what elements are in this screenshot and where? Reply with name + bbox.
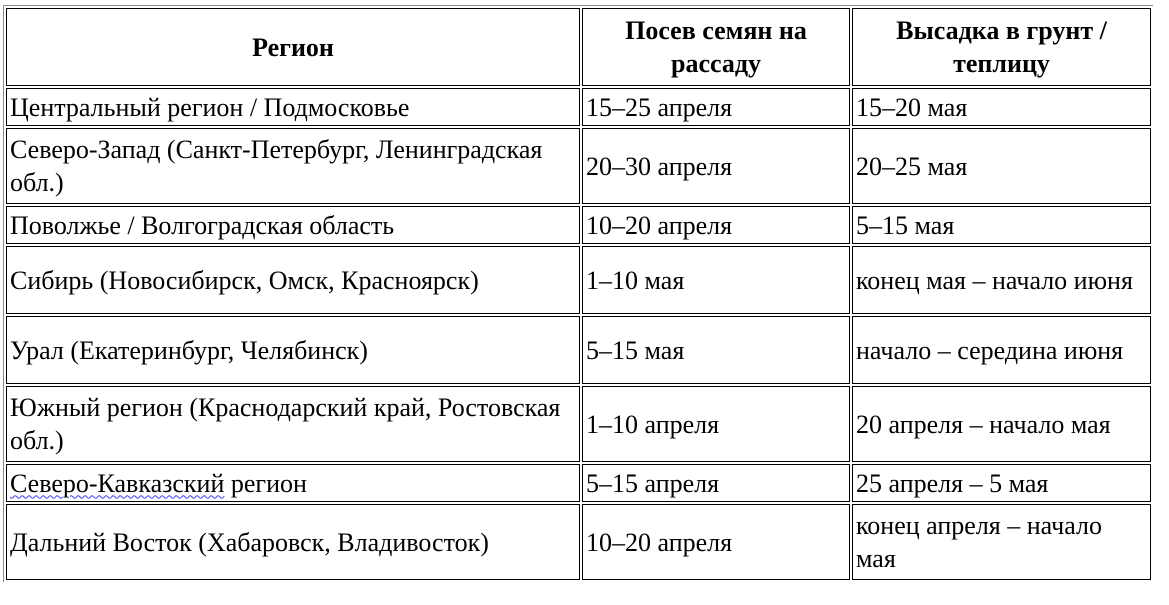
cell-planting: 5–15 мая <box>852 206 1151 244</box>
cell-planting: 20–25 мая <box>852 128 1151 204</box>
header-region: Регион <box>6 8 580 86</box>
cell-sowing: 5–15 мая <box>582 316 850 384</box>
header-planting: Высадка в грунт / теплицу <box>852 8 1151 86</box>
cell-sowing: 10–20 апреля <box>582 206 850 244</box>
table-row <box>6 464 1151 502</box>
cell-sowing: 1–10 апреля <box>582 386 850 462</box>
header-sowing: Посев семян на рассаду <box>582 8 850 86</box>
cell-planting: конец апреля – начало мая <box>852 504 1151 580</box>
table-row <box>6 206 1151 244</box>
table-row <box>6 128 1151 204</box>
cell-sowing: 5–15 апреля <box>582 464 850 502</box>
cell-region: Поволжье / Волгоградская область <box>6 206 580 244</box>
cell-region: Сибирь (Новосибирск, Омск, Красноярск) <box>6 246 580 314</box>
cell-region: Северо-Запад (Санкт-Петербург, Ленинградская обл.) <box>6 128 580 204</box>
cell-sowing: 20–30 апреля <box>582 128 850 204</box>
planting-schedule-table <box>3 5 1153 582</box>
cell-planting: начало – середина июня <box>852 316 1151 384</box>
cell-region: Дальний Восток (Хабаровск, Владивосток) <box>6 504 580 580</box>
table-row <box>6 246 1151 314</box>
table-row <box>6 504 1151 580</box>
cell-sowing: 1–10 мая <box>582 246 850 314</box>
table-row <box>6 316 1151 384</box>
cell-planting: 15–20 мая <box>852 88 1151 126</box>
cell-sowing: 10–20 апреля <box>582 504 850 580</box>
cell-region: Центральный регион / Подмосковье <box>6 88 580 126</box>
table-header-row <box>6 8 1151 86</box>
table-row <box>6 386 1151 462</box>
cell-region: Южный регион (Краснодарский край, Ростовская обл.) <box>6 386 580 462</box>
cell-region-rest: регион <box>224 468 307 498</box>
cell-planting: 25 апреля – 5 мая <box>852 464 1151 502</box>
cell-region <box>6 464 580 502</box>
cell-planting: конец мая – начало июня <box>852 246 1151 314</box>
cell-planting: 20 апреля – начало мая <box>852 386 1151 462</box>
cell-region: Урал (Екатеринбург, Челябинск) <box>6 316 580 384</box>
spellcheck-underlined-word[interactable]: Северо-Кавказский <box>10 468 225 498</box>
cell-sowing: 15–25 апреля <box>582 88 850 126</box>
table-row <box>6 88 1151 126</box>
